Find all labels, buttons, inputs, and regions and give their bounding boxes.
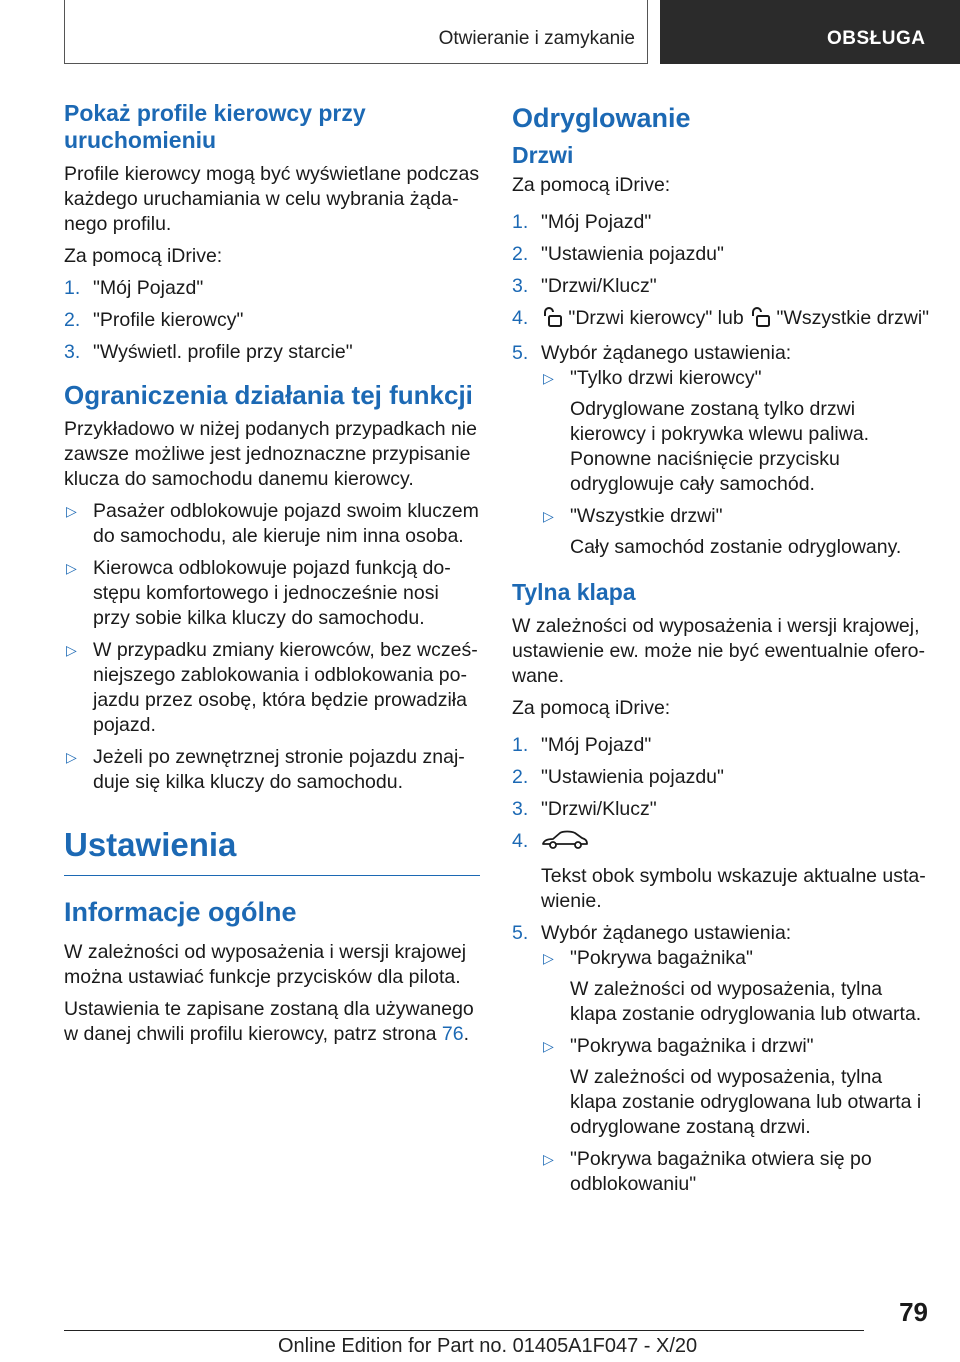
para-text: . [463, 1023, 469, 1045]
step-text: "Ustawienia pojazdu" [541, 766, 724, 788]
header-section-title: Otwieranie i zamykanie [438, 28, 635, 49]
unlocked-padlock-icon [749, 307, 771, 334]
list-item [512, 341, 932, 560]
step-number: 4. [512, 307, 529, 329]
step-text: "Mój Pojazd" [541, 211, 652, 233]
bullet-text: Pasażer odblokowuje pojazd swoim kluczem do samochodu, ale kieruje nim inna osoba. [93, 500, 479, 547]
list-item [64, 340, 480, 365]
unlocked-padlock-icon [541, 307, 563, 334]
step-text: "Mój Pojazd" [93, 277, 204, 299]
list-item [64, 276, 480, 301]
show-profiles-intro: Profile kierowcy mogą być wyświetlane podczas każdego uruchamiania w celu wybrania żądanego profilu. [64, 163, 480, 235]
step-text: "Mój Pojazd" [541, 734, 652, 756]
general-info-para1: W zależności od wyposażenia i wersji krajowej można ustawiać funkcje przycisków dla pilota. [64, 941, 467, 988]
list-item [541, 1147, 932, 1197]
edition-footer: Online Edition for Part no. 01405A1F047 - X/20 [278, 1335, 698, 1357]
step-text: Wybór żądanego ustawienia: [541, 922, 792, 944]
bullet-text: Kierowca odblokowuje pojazd funkcją dostępu komfortowego i jednocześnie nosi przy sobie kilka kluczy do samochodu. [93, 557, 451, 629]
page-reference-link[interactable]: 76 [441, 1023, 464, 1045]
triangle-right-icon: ▷ [66, 642, 77, 658]
show-profiles-steps [64, 276, 480, 365]
list-item [541, 504, 932, 560]
footer-divider [64, 1330, 864, 1331]
step-text: "Drzwi/Klucz" [541, 275, 657, 297]
step-text: "Wszystkie drzwi" [771, 307, 930, 329]
option-label: "Pokrywa bagażnika otwiera się po odblokowaniu" [570, 1148, 872, 1195]
limits-heading: Ograniczenia działania tej funkcji [64, 380, 473, 410]
para-text: Ustawienia te zapisane zostaną dla używanego w danej chwili profilu kierowcy, patrz strona [64, 998, 474, 1045]
list-item [512, 306, 932, 334]
tailgate-idrive: Za pomocą iDrive: [512, 697, 671, 719]
triangle-right-icon: ▷ [66, 749, 77, 765]
list-item [512, 765, 932, 790]
settings-heading: Ustawienia [64, 825, 480, 876]
car-outline-icon [541, 829, 589, 858]
step-number: 1. [512, 211, 529, 233]
tailgate-heading: Tylna klapa [512, 579, 636, 605]
list-item [512, 242, 932, 267]
option-description: W zależności od wyposażenia, tylna klapa zostanie odryglowana lub otwarta i odryglowane zostaną drzwi. [570, 1066, 922, 1138]
step-text: "Wyświetl. profile przy starcie" [93, 341, 353, 363]
option-label: "Tylko drzwi kierowcy" [570, 367, 762, 389]
triangle-right-icon: ▷ [66, 560, 77, 576]
step-text: "Profile kierowcy" [93, 309, 244, 331]
list-item [64, 308, 480, 333]
option-description: W zależności od wyposażenia, tylna klapa zostanie odryglowania lub otwarta. [570, 978, 922, 1025]
step-number: 5. [512, 922, 529, 944]
option-label: "Wszystkie drzwi" [570, 505, 723, 527]
list-item [541, 946, 932, 1027]
step-number: 3. [512, 275, 529, 297]
triangle-right-icon: ▷ [543, 950, 554, 966]
step-number: 5. [512, 342, 529, 364]
step-number: 3. [64, 341, 81, 363]
step-number: 4. [512, 830, 529, 852]
option-description: Odryglowane zostaną tylko drzwi kierowcy i pokrywka wlewu paliwa. Ponowne naciśnięcie przycisku odryglowuje cały samochód. [570, 398, 870, 495]
list-item [512, 921, 932, 1197]
step-text: "Drzwi/Klucz" [541, 798, 657, 820]
running-header [64, 0, 648, 64]
list-item [541, 1034, 932, 1140]
option-description: Cały samochód zostanie odryglowany. [570, 536, 902, 558]
step-number: 2. [64, 309, 81, 331]
limits-intro: Przykładowo w niżej podanych przypadkach nie zawsze możliwe jest jednoznaczne przypisanie klucza do samochodu danemu kierowcy. [64, 418, 477, 490]
list-item [512, 210, 932, 235]
step-text: "Ustawienia pojazdu" [541, 243, 724, 265]
step-number: 2. [512, 243, 529, 265]
bullet-text: W przypadku zmiany kierowców, bez wcześniejszego zablokowania i odblokowania pojazdu przez osobę, która będzie prowadziła pojazd. [93, 639, 478, 736]
list-item [64, 745, 480, 795]
doors-heading: Drzwi [512, 142, 574, 168]
list-item [64, 556, 480, 631]
show-profiles-heading: Pokaż profile kierowcy przy uruchomieniu [64, 100, 366, 153]
tailgate-options [541, 946, 932, 1197]
chapter-tab-label: OBSŁUGA [827, 28, 926, 49]
list-item [512, 274, 932, 299]
unlock-heading: Odryglowanie [512, 103, 691, 133]
list-item [64, 638, 480, 738]
step-number: 3. [512, 798, 529, 820]
list-item [512, 733, 932, 758]
doors-options [541, 366, 932, 560]
show-profiles-idrive: Za pomocą iDrive: [64, 245, 223, 267]
step-description: Tekst obok symbolu wskazuje aktualne ustawienie. [541, 865, 926, 912]
doors-idrive: Za pomocą iDrive: [512, 174, 671, 196]
triangle-right-icon: ▷ [543, 1038, 554, 1054]
tailgate-intro: W zależności od wyposażenia i wersji krajowej, ustawienie ew. może nie być ewentualnie oferowane. [512, 615, 925, 687]
right-column [512, 100, 932, 1205]
triangle-right-icon: ▷ [543, 370, 554, 386]
list-item [64, 499, 480, 549]
page-number: 79 [899, 1297, 928, 1327]
triangle-right-icon: ▷ [543, 508, 554, 524]
bullet-text: Jeżeli po zewnętrznej stronie pojazdu znajduje się kilka kluczy do samochodu. [93, 746, 465, 793]
step-number: 2. [512, 766, 529, 788]
limits-bullets [64, 499, 480, 795]
tailgate-steps [512, 733, 932, 1197]
step-text: "Drzwi kierowcy" lub [563, 307, 750, 329]
chapter-tab [660, 0, 960, 64]
triangle-right-icon: ▷ [66, 503, 77, 519]
doors-steps [512, 210, 932, 560]
list-item [512, 797, 932, 822]
step-number: 1. [512, 734, 529, 756]
step-text: Wybór żądanego ustawienia: [541, 342, 792, 364]
list-item [512, 829, 932, 914]
list-item [541, 366, 932, 497]
step-number: 1. [64, 277, 81, 299]
option-label: "Pokrywa bagażnika" [570, 947, 753, 969]
option-label: "Pokrywa bagażnika i drzwi" [570, 1035, 814, 1057]
general-info-para2 [64, 997, 480, 1047]
general-info-heading: Informacje ogólne [64, 897, 297, 927]
triangle-right-icon: ▷ [543, 1151, 554, 1167]
left-column [64, 100, 480, 1054]
